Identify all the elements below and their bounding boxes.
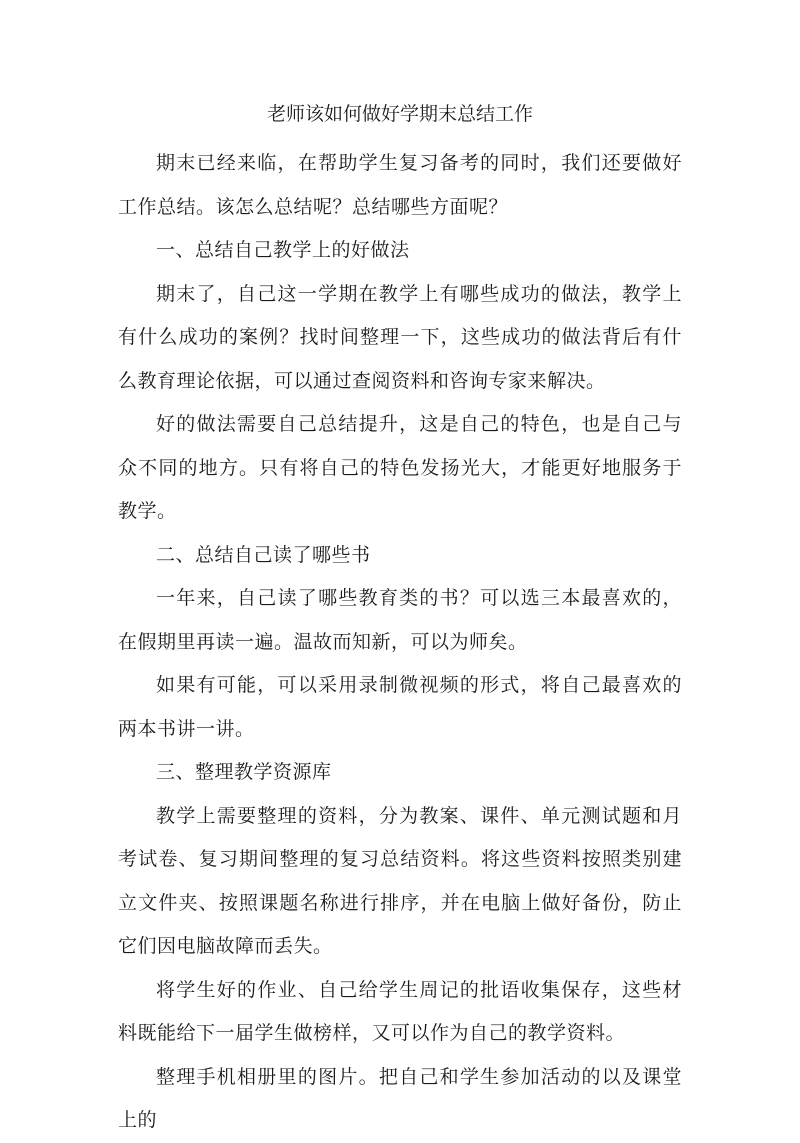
paragraph: 教学上需要整理的资料，分为教案、课件、单元测试题和月考试卷、复习期间整理的复习总结资料。将这些资料按照类别建立文件夹、按照课题名称进行排序，并在电脑上做好备份，防止它们因电脑故障而丢失。 — [118, 804, 682, 957]
paragraph: 将学生好的作业、自己给学生周记的批语收集保存，这些材料既能给下一届学生做榜样，又可以作为自己的教学资料。 — [118, 978, 682, 1044]
document-title: 老师该如何做好学期末总结工作 — [266, 103, 533, 125]
section-heading-2: 二、总结自己读了哪些书 — [156, 543, 371, 566]
paragraph: 期末了，自己这一学期在教学上有哪些成功的做法，教学上有什么成功的案例？找时间整理一下，这些成功的做法背后有什么教育理论依据，可以通过查阅资料和咨询专家来解决。 — [118, 282, 682, 392]
paragraph: 如果有可能，可以采用录制微视频的形式，将自己最喜欢的两本书讲一讲。 — [118, 674, 682, 740]
intro-paragraph: 期末已经来临，在帮助学生复习备考的同时，我们还要做好工作总结。该怎么总结呢？总结哪些方面呢？ — [118, 152, 682, 218]
section-heading-1: 一、总结自己教学上的好做法 — [156, 239, 410, 261]
paragraph: 整理手机相册里的图片。把自己和学生参加活动的以及课堂上的 — [118, 1065, 682, 1131]
paragraph: 好的做法需要自己总结提升，这是自己的特色，也是自己与众不同的地方。只有将自己的特色发扬光大，才能更好地服务于教学。 — [118, 413, 682, 522]
paragraph: 一年来，自己读了哪些教育类的书？可以选三本最喜欢的，在假期里再读一遍。温故而知新，可以为师矣。 — [118, 587, 682, 653]
section-heading-3: 三、整理教学资源库 — [156, 761, 332, 783]
